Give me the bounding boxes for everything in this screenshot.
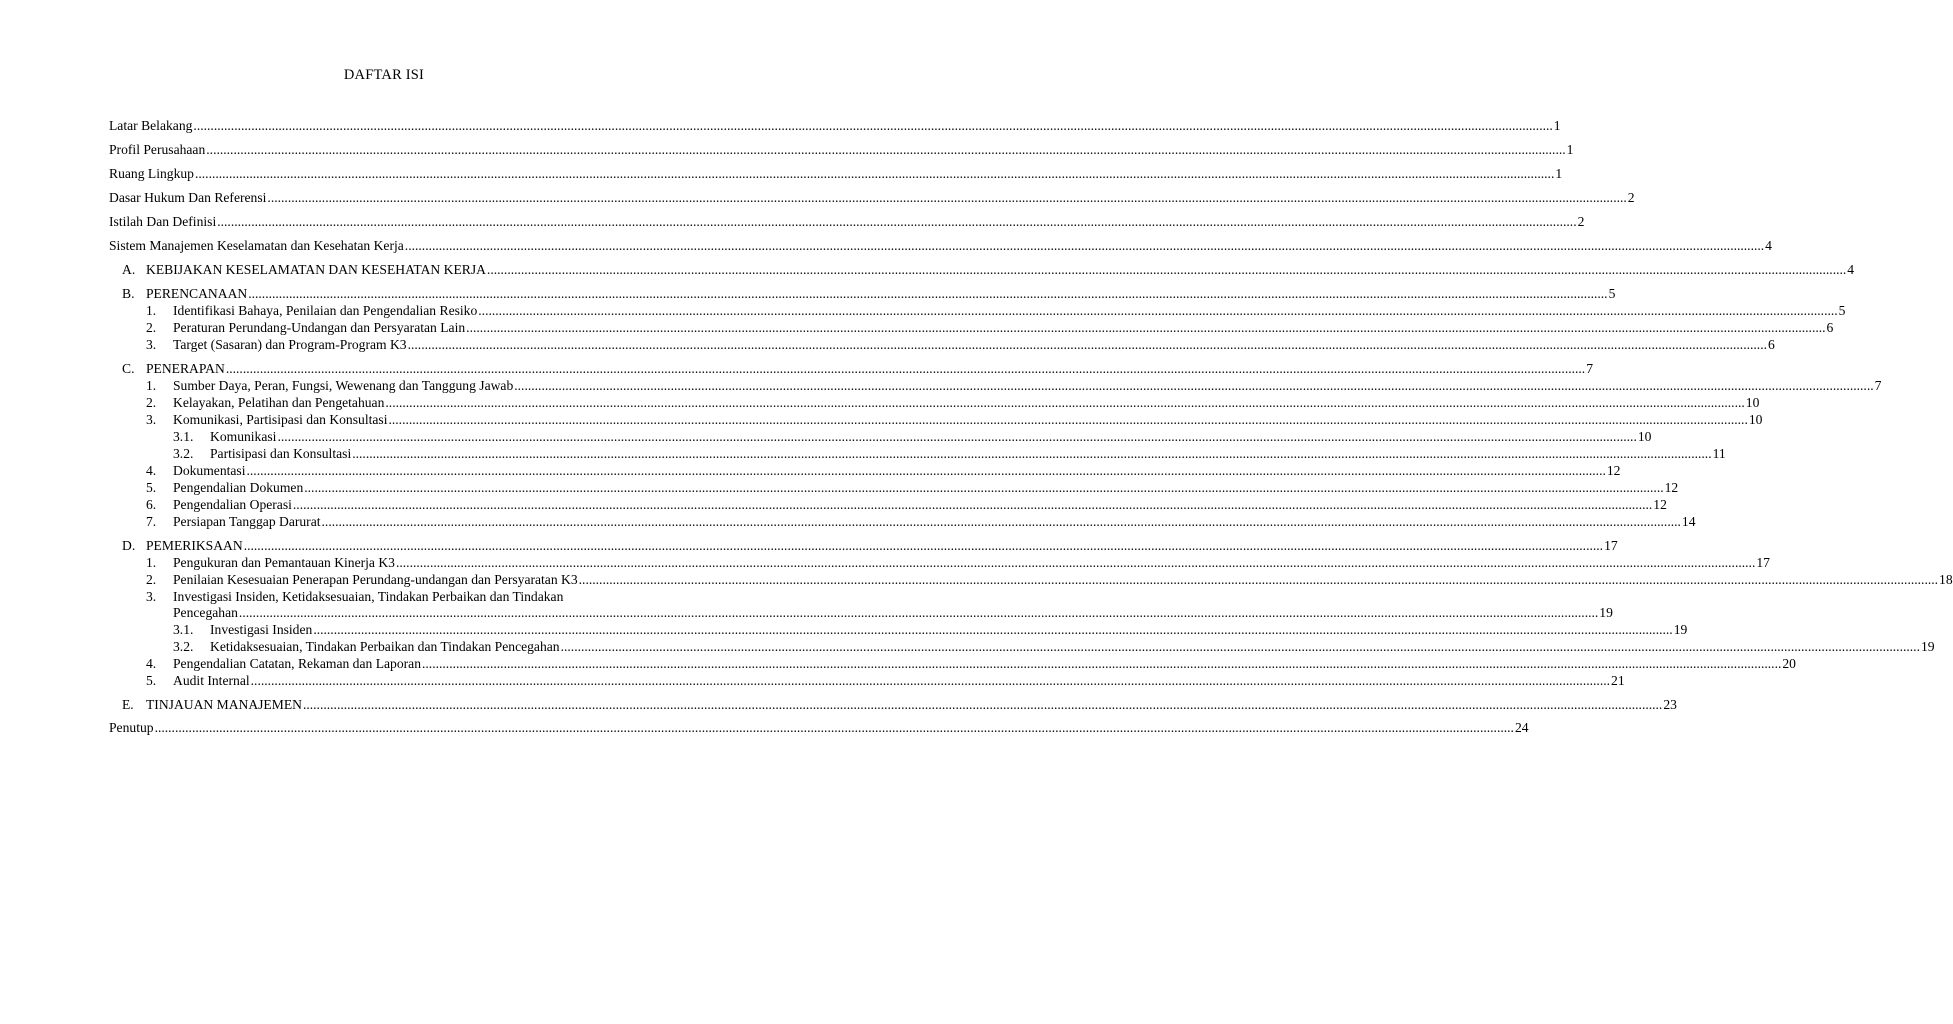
toc-entry-title: Kelayakan, Pelatihan dan Pengetahuan	[173, 395, 385, 410]
toc-page-number: 12	[1653, 497, 1667, 512]
toc-dot-leader: ................................................................................................................................................................................................................................................................................................................................................................................................................	[466, 320, 1826, 335]
toc-entry-number: 7.	[146, 514, 157, 529]
toc-entry-title: Komunikasi	[210, 429, 277, 444]
toc-page-number: 6	[1826, 320, 1834, 335]
toc-dot-leader: ................................................................................................................................................................................................................................................................................................................................................................................................................	[385, 395, 1745, 410]
toc-entry-title: KEBIJAKAN KESELAMATAN DAN KESEHATAN KERJA	[146, 262, 486, 277]
toc-entry-number: D.	[122, 538, 136, 553]
toc-entry[interactable]	[109, 165, 1563, 182]
toc-dot-leader: ................................................................................................................................................................................................................................................................................................................................................................................................................	[514, 378, 1874, 393]
toc-dot-leader: ................................................................................................................................................................................................................................................................................................................................................................................................................	[422, 656, 1782, 671]
toc-entry-number: 4.	[146, 656, 157, 671]
toc-entry[interactable]	[146, 604, 1613, 621]
toc-entry[interactable]	[109, 213, 1585, 230]
toc-page-number: 10	[1745, 395, 1760, 410]
toc-entry-title: Partisipasi dan Konsultasi	[210, 446, 352, 461]
toc-entry-title: Penilaian Kesesuaian Penerapan Perundang-undangan dan Persyaratan K3	[173, 572, 578, 587]
toc-dot-leader: ................................................................................................................................................................................................................................................................................................................................................................................................................	[248, 286, 1608, 301]
toc-entry-title: Latar Belakang	[109, 118, 193, 133]
toc-entry-title: Audit Internal	[173, 673, 250, 688]
toc-dot-leader: ................................................................................................................................................................................................................................................................................................................................................................................................................	[246, 463, 1606, 478]
toc-entry[interactable]	[109, 719, 1529, 736]
toc-dot-leader: ................................................................................................................................................................................................................................................................................................................................................................................................................	[267, 190, 1627, 205]
toc-page-number: 23	[1663, 697, 1677, 712]
toc-page-number: 7	[1586, 361, 1593, 376]
toc-entry-number: 3.2.	[173, 639, 194, 654]
toc-entry-title: Target (Sasaran) dan Program-Program K3	[173, 337, 407, 352]
toc-entry-number: 3.	[146, 589, 157, 604]
toc-entry-title: Peraturan Perundang-Undangan dan Persyaratan Lain	[173, 320, 466, 335]
toc-entry[interactable]	[173, 621, 1688, 638]
toc-entry-number: 1.	[146, 378, 157, 393]
toc-page-number: 20	[1782, 656, 1796, 671]
toc-dot-leader: ................................................................................................................................................................................................................................................................................................................................................................................................................	[313, 622, 1673, 637]
toc-entry[interactable]	[109, 237, 1772, 254]
toc-dot-leader: ................................................................................................................................................................................................................................................................................................................................................................................................................	[578, 572, 1939, 587]
toc-entry-title: Pengendalian Dokumen	[173, 480, 304, 495]
toc-entry[interactable]	[173, 428, 1652, 445]
toc-page-number: 19	[1599, 605, 1613, 620]
toc-page-number: 10	[1637, 429, 1652, 444]
toc-page-number: 21	[1611, 673, 1625, 688]
toc-entry[interactable]	[146, 672, 1625, 689]
toc-entry-number: 4.	[146, 463, 157, 478]
page-title: DAFTAR ISI	[343, 67, 425, 83]
toc-page-number: 1	[1566, 142, 1574, 157]
toc-entry[interactable]	[146, 571, 1953, 588]
toc-entry[interactable]	[109, 117, 1561, 134]
toc-entry-title: PENERAPAN	[146, 361, 225, 376]
toc-entry[interactable]	[146, 496, 1667, 513]
toc-entry-number: 6.	[146, 497, 157, 512]
toc-entry[interactable]	[146, 411, 1763, 428]
toc-entry[interactable]	[146, 336, 1775, 353]
toc-dot-leader: ................................................................................................................................................................................................................................................................................................................................................................................................................	[302, 697, 1663, 712]
toc-entry-number: 1.	[146, 555, 157, 570]
toc-entry[interactable]	[146, 554, 1770, 571]
toc-entry-title: Komunikasi, Partisipasi dan Konsultasi	[173, 412, 388, 427]
toc-entry-number: 5.	[146, 480, 157, 495]
toc-entry-number: C.	[122, 361, 135, 376]
toc-entry[interactable]	[109, 141, 1574, 158]
toc-page-number: 11	[1712, 446, 1726, 461]
toc-page-number: 5	[1838, 303, 1846, 318]
toc-entry-title: Identifikasi Bahaya, Penilaian dan Pengendalian Resiko	[173, 303, 478, 318]
toc-dot-leader: ................................................................................................................................................................................................................................................................................................................................................................................................................	[352, 446, 1712, 461]
toc-entry[interactable]	[173, 638, 1935, 655]
toc-entry[interactable]	[173, 445, 1726, 462]
toc-dot-leader: ................................................................................................................................................................................................................................................................................................................................................................................................................	[217, 214, 1577, 229]
toc-entry-title: Dasar Hukum Dan Referensi	[109, 190, 267, 205]
toc-dot-leader: ................................................................................................................................................................................................................................................................................................................................................................................................................	[154, 720, 1514, 735]
toc-entry-number: A.	[122, 262, 136, 277]
toc-dot-leader: ................................................................................................................................................................................................................................................................................................................................................................................................................	[560, 639, 1920, 654]
toc-page-number: 14	[1681, 514, 1696, 529]
toc-entry-number: 2.	[146, 320, 157, 335]
toc-entry-title: Istilah Dan Definisi	[109, 214, 217, 229]
toc-entry-number: 5.	[146, 673, 157, 688]
toc-page-number: 1	[1553, 118, 1561, 133]
toc-page-number: 5	[1608, 286, 1616, 301]
toc-dot-leader: ................................................................................................................................................................................................................................................................................................................................................................................................................	[395, 555, 1756, 570]
toc-entry-title: Dokumentasi	[173, 463, 246, 478]
toc-page-number: 18	[1939, 572, 1953, 587]
toc-entry-number: 1.	[146, 303, 157, 318]
toc-page-number: 17	[1756, 555, 1770, 570]
toc-entry-title: Ruang Lingkup	[109, 166, 194, 181]
toc-entry[interactable]	[122, 696, 1677, 713]
toc-entry-number: 3.1.	[173, 429, 194, 444]
toc-entry[interactable]	[109, 189, 1635, 206]
toc-entry[interactable]	[146, 377, 1882, 394]
toc-dot-leader: ................................................................................................................................................................................................................................................................................................................................................................................................................	[304, 480, 1664, 495]
toc-entry-title: Pengendalian Catatan, Rekaman dan Laporan	[173, 656, 421, 671]
toc-entry[interactable]	[146, 479, 1679, 496]
toc-entry[interactable]	[146, 319, 1834, 336]
toc-entry[interactable]	[122, 537, 1618, 554]
toc-entry-title: Pengukuran dan Pemantauan Kinerja K3	[173, 555, 395, 570]
toc-page-number: 12	[1664, 480, 1679, 495]
toc-page-number: 2	[1577, 214, 1585, 229]
toc-entry[interactable]	[146, 394, 1760, 411]
toc-dot-leader: ................................................................................................................................................................................................................................................................................................................................................................................................................	[292, 497, 1653, 512]
toc-dot-leader: ................................................................................................................................................................................................................................................................................................................................................................................................................	[206, 142, 1566, 157]
toc-entry[interactable]	[146, 655, 1796, 672]
toc-dot-leader: ................................................................................................................................................................................................................................................................................................................................................................................................................	[225, 361, 1586, 376]
toc-entry-number: 3.	[146, 412, 157, 427]
toc-dot-leader: ................................................................................................................................................................................................................................................................................................................................................................................................................	[404, 238, 1765, 253]
toc-entry-title: TINJAUAN MANAJEMEN	[146, 697, 302, 712]
toc-entry[interactable]	[146, 513, 1696, 530]
toc-entry[interactable]	[122, 261, 1855, 278]
toc-entry-number: 3.1.	[173, 622, 194, 637]
toc-entry-title: Investigasi Insiden	[210, 622, 313, 637]
toc-entry-title: Pencegahan	[173, 605, 238, 620]
toc-dot-leader: ................................................................................................................................................................................................................................................................................................................................................................................................................	[388, 412, 1748, 427]
toc-dot-leader: ................................................................................................................................................................................................................................................................................................................................................................................................................	[194, 166, 1555, 181]
toc-entry[interactable]	[146, 588, 694, 605]
toc-page-number: 10	[1748, 412, 1763, 427]
toc-entry-number: E.	[122, 697, 134, 712]
toc-entry[interactable]	[146, 462, 1621, 479]
toc-entry[interactable]	[122, 360, 1593, 377]
toc-dot-leader: ................................................................................................................................................................................................................................................................................................................................................................................................................	[277, 429, 1637, 444]
toc-entry[interactable]	[122, 285, 1616, 302]
toc-entry-title: Ketidaksesuaian, Tindakan Perbaikan dan Tindakan Pencegahan	[210, 639, 560, 654]
toc-dot-leader: ................................................................................................................................................................................................................................................................................................................................................................................................................	[250, 673, 1611, 688]
toc-page-number: 12	[1606, 463, 1621, 478]
toc-entry-number: 2.	[146, 395, 157, 410]
toc-page-number: 24	[1514, 720, 1529, 735]
toc-entry-title: PEMERIKSAAN	[146, 538, 243, 553]
toc-entry-number: B.	[122, 286, 135, 301]
toc-entry[interactable]	[146, 302, 1846, 319]
toc-dot-leader: ................................................................................................................................................................................................................................................................................................................................................................................................................	[321, 514, 1681, 529]
toc-dot-leader: ................................................................................................................................................................................................................................................................................................................................................................................................................	[238, 605, 1599, 620]
toc-entry-number: 3.2.	[173, 446, 194, 461]
toc-entry-title: Pengendalian Operasi	[173, 497, 292, 512]
toc-dot-leader: ................................................................................................................................................................................................................................................................................................................................................................................................................	[486, 262, 1847, 277]
toc-entry-title: Profil Perusahaan	[109, 142, 206, 157]
toc-page-number: 1	[1555, 166, 1563, 181]
toc-entry-title: Investigasi Insiden, Ketidaksesuaian, Tindakan Perbaikan dan Tindakan	[173, 589, 564, 604]
toc-page-number: 17	[1604, 538, 1618, 553]
toc-entry-number: 2.	[146, 572, 157, 587]
toc-dot-leader: ................................................................................................................................................................................................................................................................................................................................................................................................................	[478, 303, 1838, 318]
toc-entry-title: Penutup	[109, 720, 154, 735]
toc-page-number: 2	[1627, 190, 1635, 205]
toc-entry-title: PERENCANAAN	[146, 286, 248, 301]
toc-entry-title: Sumber Daya, Peran, Fungsi, Wewenang dan Tanggung Jawab	[173, 378, 514, 393]
toc-page-number: 4	[1847, 262, 1855, 277]
toc-page-number: 7	[1874, 378, 1882, 393]
toc-entry-title: Persiapan Tanggap Darurat	[173, 514, 321, 529]
toc-page-number: 4	[1765, 238, 1772, 253]
toc-entry-number: 3.	[146, 337, 157, 352]
toc-entry-title: Sistem Manajemen Keselamatan dan Kesehatan Kerja	[109, 238, 404, 253]
toc-dot-leader: ................................................................................................................................................................................................................................................................................................................................................................................................................	[243, 538, 1604, 553]
toc-page-number: 19	[1673, 622, 1688, 637]
toc-dot-leader: ................................................................................................................................................................................................................................................................................................................................................................................................................	[193, 118, 1553, 133]
toc-page-number: 6	[1767, 337, 1775, 352]
toc-page-number: 19	[1920, 639, 1935, 654]
toc-dot-leader: ................................................................................................................................................................................................................................................................................................................................................................................................................	[407, 337, 1767, 352]
